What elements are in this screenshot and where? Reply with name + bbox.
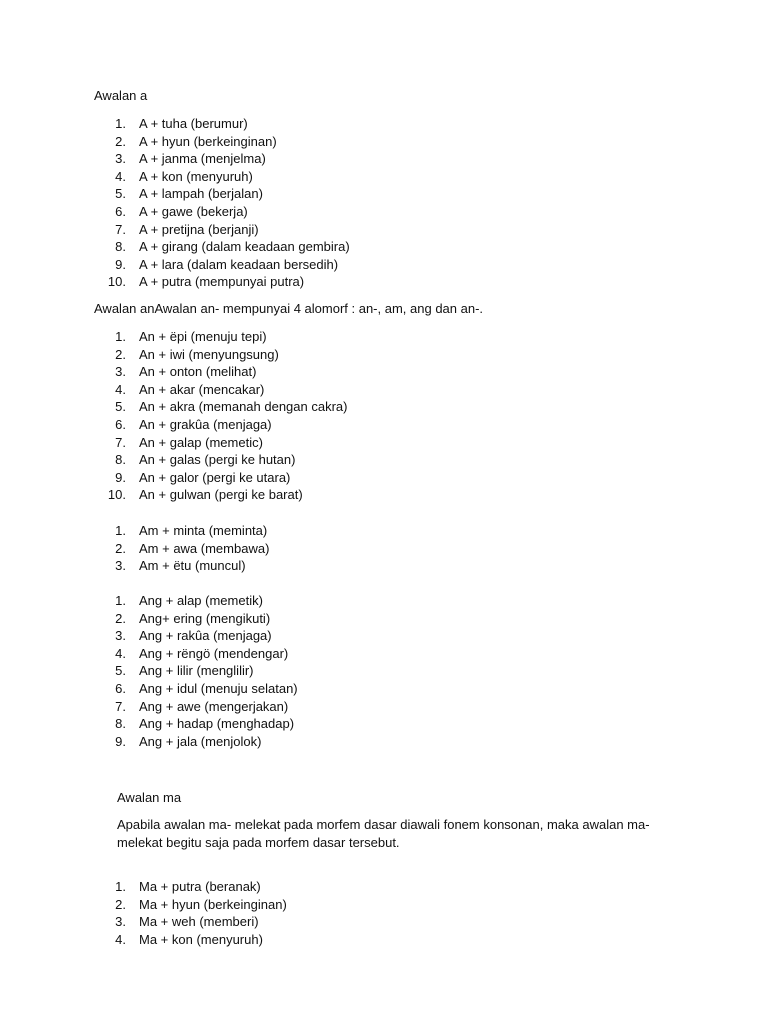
list-item-number: 1. bbox=[115, 593, 126, 608]
list-item-number: 6. bbox=[115, 416, 126, 432]
list-item-number: 4. bbox=[115, 381, 126, 397]
list-item-text: A + hyun (berkeinginan) bbox=[139, 133, 277, 149]
list-item-number: 1. bbox=[115, 116, 126, 131]
list-item-text: Ma + hyun (berkeinginan) bbox=[139, 896, 287, 912]
list-item-text: An + galap (memetic) bbox=[139, 434, 263, 450]
list-item-text: Am + ëtu (muncul) bbox=[139, 558, 246, 574]
list-item-number: 1. bbox=[115, 523, 126, 538]
list-item-text: Ang + alap (memetik) bbox=[139, 593, 263, 608]
list-item-number: 9. bbox=[115, 256, 126, 272]
list-item-number: 6. bbox=[115, 203, 126, 219]
list-item-number: 8. bbox=[115, 452, 126, 468]
list-item-text: A + girang (dalam keadaan gembira) bbox=[139, 239, 350, 255]
list-item-text: Ma + kon (menyuruh) bbox=[139, 931, 263, 947]
list-item-text: An + galas (pergi ke hutan) bbox=[139, 452, 296, 468]
list-item-number: 1. bbox=[115, 879, 126, 894]
list-item-text: Ang + rëngö (mendengar) bbox=[139, 645, 289, 661]
heading-awalan-a: Awalan a bbox=[94, 88, 148, 103]
list-item-number: 8. bbox=[115, 239, 126, 255]
list-item-number: 10. bbox=[107, 487, 126, 503]
list-item-number: 10. bbox=[107, 274, 126, 290]
list-item-text: An + iwi (menyungsung) bbox=[139, 346, 279, 362]
list-item-number: 4. bbox=[115, 168, 126, 184]
list-item-text: An + akar (mencakar) bbox=[139, 381, 265, 397]
list-item-text: A + gawe (bekerja) bbox=[139, 203, 248, 219]
list-item-text: Ang + hadap (menghadap) bbox=[139, 716, 295, 732]
list-item-text: Ang + lilir (menglilir) bbox=[139, 663, 254, 679]
list-item-text: A + janma (menjelma) bbox=[139, 151, 266, 167]
list-item-number: 7. bbox=[115, 698, 126, 714]
list-item-number: 4. bbox=[115, 931, 126, 947]
list-item-text: A + pretijna (berjanji) bbox=[139, 221, 259, 237]
list-item-number: 2. bbox=[115, 896, 126, 912]
list-item-text: An + grakûa (menjaga) bbox=[139, 416, 272, 432]
list-item-text: An + gulwan (pergi ke barat) bbox=[139, 487, 303, 503]
list-item-text: A + tuha (berumur) bbox=[139, 116, 248, 131]
list-item-text: Ang+ ering (mengikuti) bbox=[139, 610, 271, 626]
heading-awalan-ma: Awalan ma bbox=[117, 790, 182, 805]
list-item-number: 8. bbox=[115, 716, 126, 732]
list-item-number: 2. bbox=[115, 133, 126, 149]
paragraph-awalan-ma: Apabila awalan ma- melekat pada morfem dasar diawali fonem konsonan, maka awalan ma- melekat begitu saja pada morfem dasar tersebut. bbox=[117, 817, 650, 850]
list-item-number: 9. bbox=[115, 733, 126, 749]
list-item-number: 9. bbox=[115, 469, 126, 485]
list-item-text: An + ëpi (menuju tepi) bbox=[139, 329, 267, 344]
list-item-text: Ang + rakûa (menjaga) bbox=[139, 628, 272, 644]
list-item-number: 5. bbox=[115, 399, 126, 415]
list-item-text: A + putra (mempunyai putra) bbox=[139, 274, 305, 290]
list-item-number: 3. bbox=[115, 558, 126, 574]
list-item-text: Ma + putra (beranak) bbox=[139, 879, 261, 894]
heading-awalan-an: Awalan anAwalan an- mempunyai 4 alomorf : an-, am, ang dan an-. bbox=[94, 301, 484, 316]
list-item-text: An + galor (pergi ke utara) bbox=[139, 469, 291, 485]
list-item-text: An + akra (memanah dengan cakra) bbox=[139, 399, 348, 415]
list-item-number: 3. bbox=[115, 628, 126, 644]
list-item-number: 7. bbox=[115, 434, 126, 450]
list-item-number: 3. bbox=[115, 151, 126, 167]
list-item-text: Am + minta (meminta) bbox=[139, 523, 268, 538]
list-item-text: Ma + weh (memberi) bbox=[139, 914, 259, 930]
list-item-number: 2. bbox=[115, 610, 126, 626]
list-item-text: Ang + idul (menuju selatan) bbox=[139, 680, 298, 696]
list-item-text: An + onton (melihat) bbox=[139, 364, 257, 380]
list-item-text: Am + awa (membawa) bbox=[139, 540, 270, 556]
list-item-number: 1. bbox=[115, 329, 126, 344]
list-item-number: 4. bbox=[115, 645, 126, 661]
list-item-number: 2. bbox=[115, 540, 126, 556]
list-item-text: Ang + jala (menjolok) bbox=[139, 733, 262, 749]
list-item-number: 2. bbox=[115, 346, 126, 362]
list-item-number: 3. bbox=[115, 914, 126, 930]
list-item-number: 5. bbox=[115, 663, 126, 679]
list-item-text: A + lampah (berjalan) bbox=[139, 186, 263, 202]
list-item-text: A + kon (menyuruh) bbox=[139, 168, 253, 184]
list-item-text: A + lara (dalam keadaan bersedih) bbox=[139, 256, 339, 272]
list-item-number: 5. bbox=[115, 186, 126, 202]
list-item-text: Ang + awe (mengerjakan) bbox=[139, 698, 289, 714]
list-item-number: 6. bbox=[115, 680, 126, 696]
list-item-number: 7. bbox=[115, 221, 126, 237]
list-item-number: 3. bbox=[115, 364, 126, 380]
